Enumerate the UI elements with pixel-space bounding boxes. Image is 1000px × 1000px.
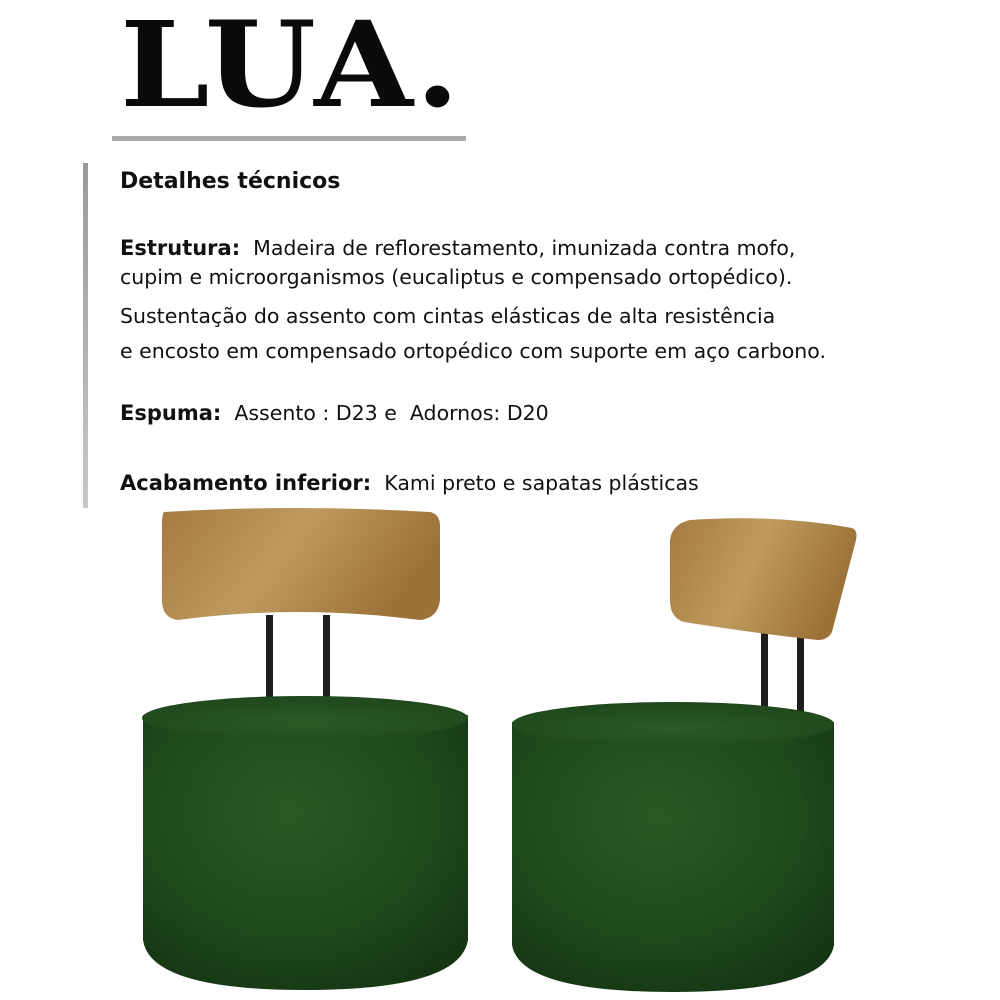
chair-angled-rod-right — [797, 630, 804, 715]
details-heading: Detalhes técnicos — [120, 169, 341, 194]
chair-angled-view — [512, 518, 857, 992]
estrutura-line-1 — [120, 233, 795, 263]
estrutura-label: Estrutura: — [120, 236, 241, 260]
espuma-adornos: Adornos: D20 — [409, 401, 549, 425]
espuma-assento: Assento : D23 e — [234, 401, 397, 425]
estrutura-text-4: e encosto em compensado ortopédico com suporte em aço carbono. — [120, 339, 826, 363]
chair-angled-seat-body — [512, 722, 834, 992]
chair-front-seat-body — [143, 715, 468, 990]
espuma-label: Espuma: — [120, 401, 222, 425]
estrutura-text-3: Sustentação do assento com cintas elásticas de alta resistência — [120, 304, 776, 328]
chair-angled-seat-top — [512, 702, 834, 746]
details-side-rule — [83, 163, 88, 508]
brand-underline — [112, 136, 466, 141]
acabamento-label: Acabamento inferior: — [120, 471, 372, 495]
acabamento-line — [120, 468, 699, 498]
estrutura-text-2: cupim e microorganismos (eucaliptus e compensado ortopédico). — [120, 265, 793, 289]
espuma-line — [120, 398, 549, 428]
chairs-illustration — [0, 500, 1000, 1000]
chair-front-rod-right — [323, 615, 330, 705]
chair-front-rod-left — [266, 615, 273, 705]
chair-front-backrest — [162, 508, 440, 620]
chair-angled-backrest — [670, 518, 857, 640]
estrutura-text-1: Madeira de reflorestamento, imunizada contra mofo, — [253, 236, 796, 260]
chair-front-view — [142, 508, 468, 990]
chair-front-seat-top — [142, 696, 468, 740]
chair-angled-rod-left — [761, 630, 768, 715]
acabamento-value: Kami preto e sapatas plásticas — [384, 471, 699, 495]
brand-logo: LUA. — [120, 0, 462, 134]
